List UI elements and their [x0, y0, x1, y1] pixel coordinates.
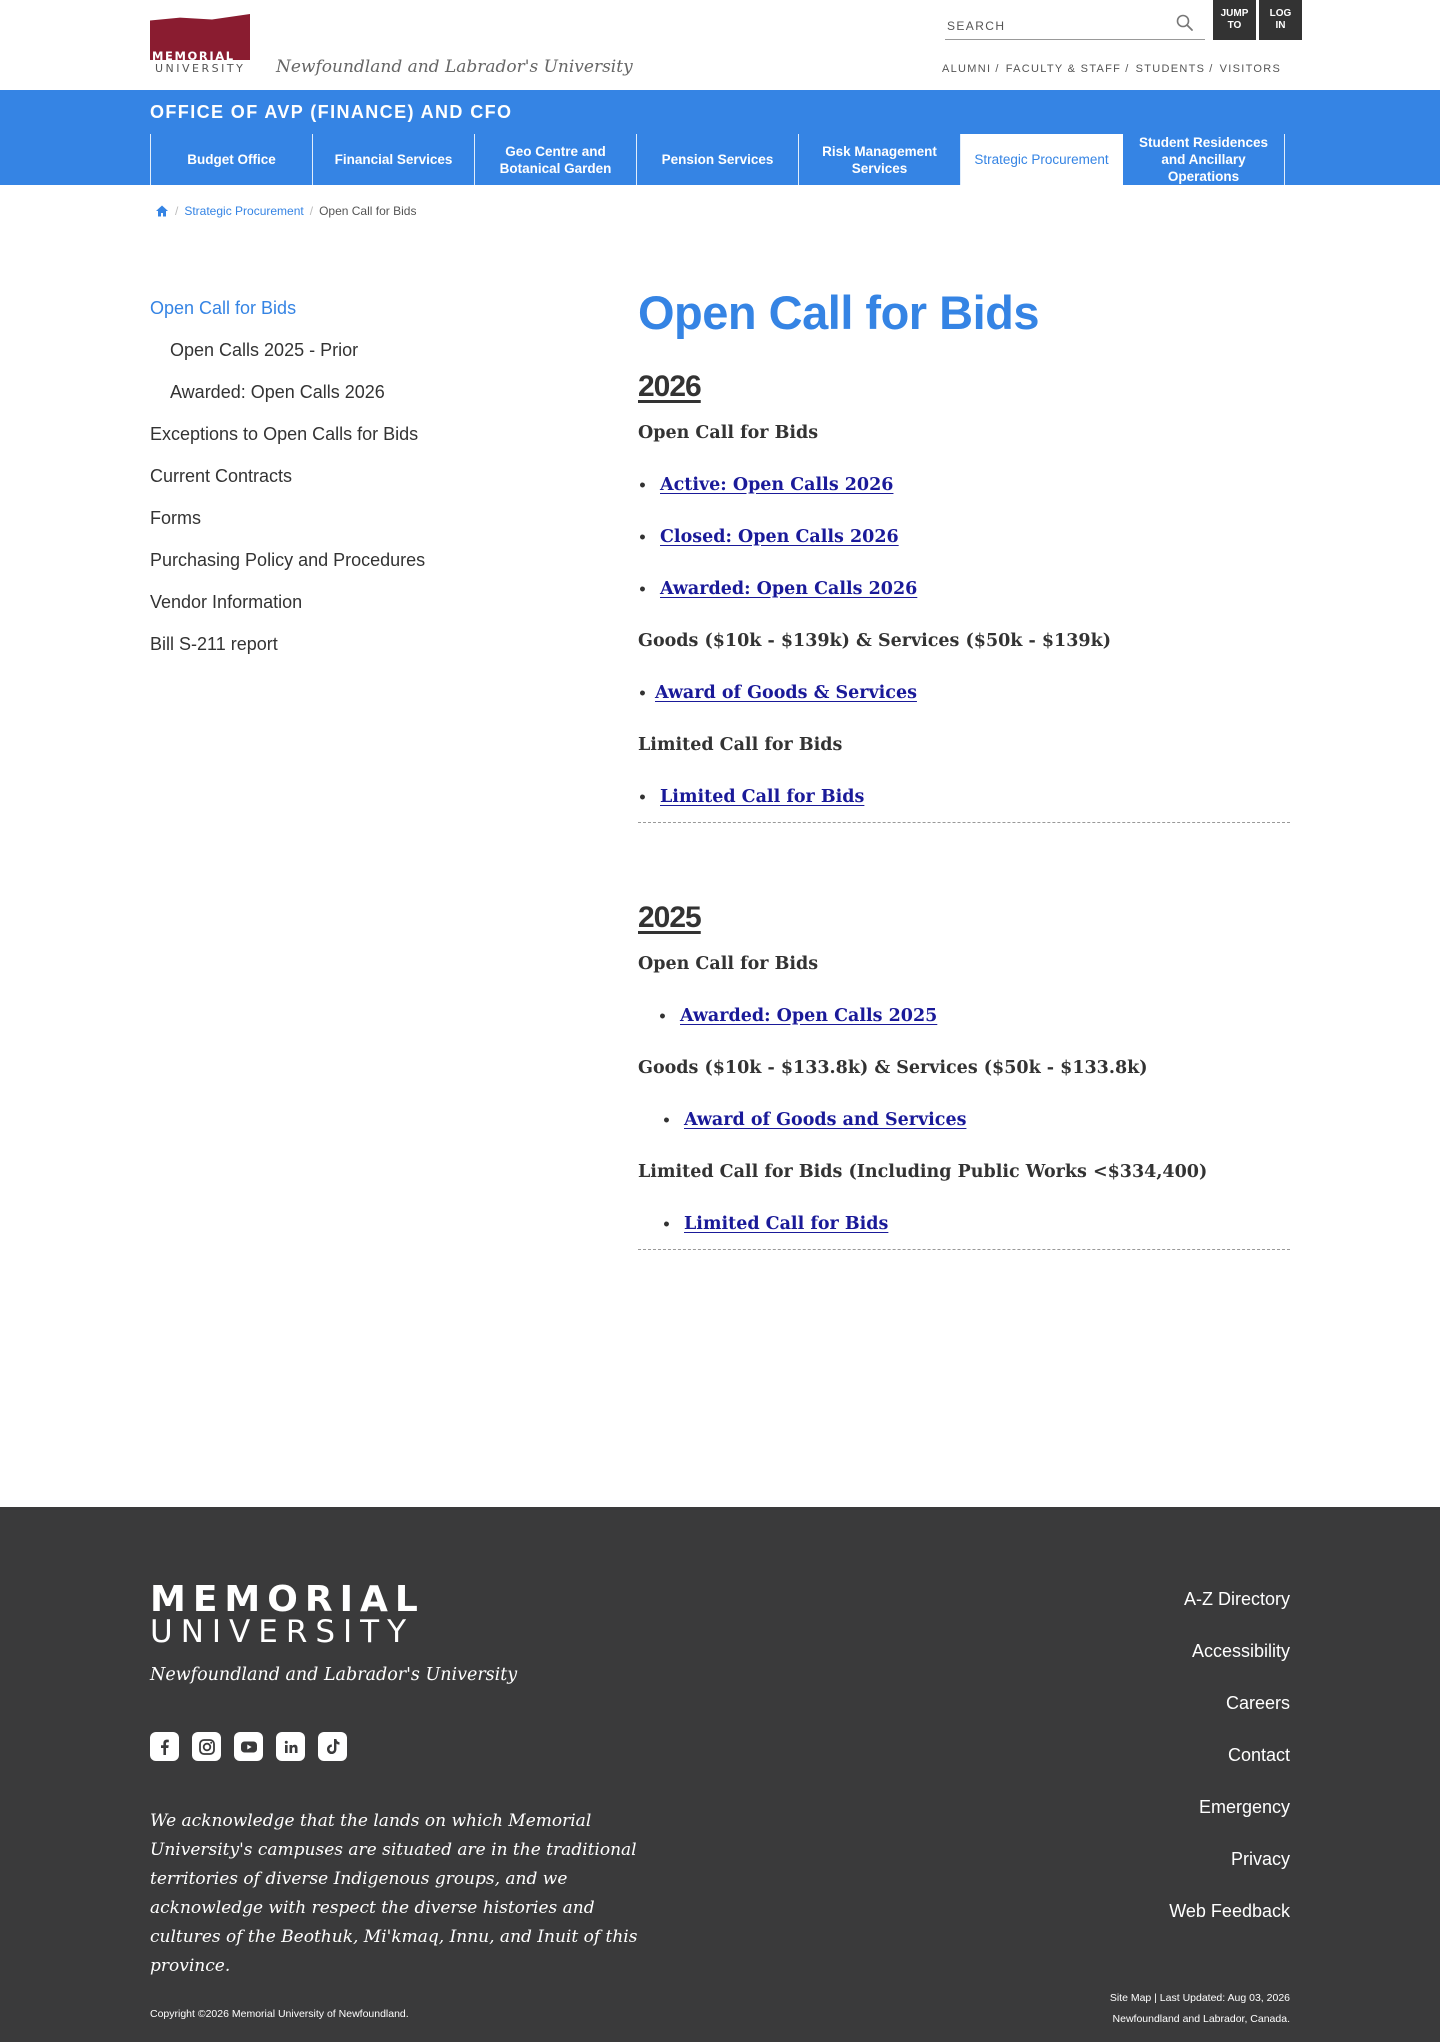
- logo-wordmark-top: MEMORIAL: [152, 49, 235, 63]
- section-spacer: [638, 823, 1290, 897]
- bullet: •: [662, 1113, 671, 1129]
- list-item: [638, 1105, 1290, 1157]
- sidebar-item-exceptions[interactable]: Exceptions to Open Calls for Bids: [150, 424, 419, 444]
- audience-nav: ALUMNI / FACULTY & STAFF / STUDENTS / VISITORS: [942, 63, 1282, 75]
- sidebar-item-current-contracts[interactable]: Current Contracts: [150, 466, 293, 486]
- social-links: [150, 1732, 347, 1761]
- nav-tab-geo-centre[interactable]: Geo Centre and Botanical Garden: [475, 134, 637, 185]
- search-box[interactable]: [945, 9, 1205, 40]
- bullet: •: [638, 530, 647, 546]
- sidebar-item-vendor-information[interactable]: Vendor Information: [150, 592, 303, 612]
- section-label-goods-services-2025: Goods ($10k - $133.8k) & Services ($50k - $133.8k): [638, 1058, 1148, 1078]
- link-award-goods-services-2025[interactable]: Award of Goods and Services: [684, 1110, 967, 1130]
- bullet: •: [662, 1217, 671, 1233]
- list-item: [638, 470, 1290, 522]
- instagram-icon[interactable]: [192, 1732, 221, 1761]
- section-label-limited-call-2025: Limited Call for Bids (Including Public Works <$334,400): [638, 1162, 1208, 1182]
- log-in-line2: IN: [1275, 20, 1286, 31]
- link-limited-call-2026[interactable]: Limited Call for Bids: [660, 787, 865, 807]
- main-content: [638, 282, 1290, 1250]
- footer-link-privacy[interactable]: Privacy: [1230, 1849, 1290, 1869]
- breadcrumb: [155, 204, 416, 218]
- nav-tab-strategic-procurement[interactable]: Strategic Procurement: [961, 134, 1123, 185]
- university-logo[interactable]: [150, 14, 251, 76]
- section-label-open-call: Open Call for Bids: [638, 423, 819, 443]
- section-label-goods-services: Goods ($10k - $139k) & Services ($50k - $139k): [638, 631, 1111, 651]
- copyright-text: Copyright ©2026 Memorial University of Newfoundland.: [150, 2008, 409, 2020]
- log-in-line1: LOG: [1269, 8, 1292, 19]
- bullet: •: [638, 686, 647, 702]
- jump-to-line2: TO: [1227, 20, 1242, 31]
- list-item: [638, 1209, 1290, 1261]
- sidebar-item-purchasing-policy[interactable]: Purchasing Policy and Procedures: [150, 550, 426, 570]
- office-title[interactable]: OFFICE OF AVP (FINANCE) AND CFO: [150, 102, 513, 122]
- footer-location: Newfoundland and Labrador, Canada.: [1112, 2013, 1290, 2025]
- land-acknowledgement: We acknowledge that the lands on which Memorial University's campuses are situated are in the traditional territories of diverse Indigenous groups, and we acknowledge with respect the diverse histories and cultures of the Beothuk, Mi'kmaq, Innu, and Inuit of this province.: [150, 1811, 638, 1976]
- link-closed-open-calls-2026[interactable]: Closed: Open Calls 2026: [660, 527, 899, 547]
- year-heading-2025: 2025: [638, 901, 701, 934]
- footer-links: [1169, 1587, 1290, 1951]
- link-limited-call-2025[interactable]: Limited Call for Bids: [684, 1214, 889, 1234]
- office-banner: [0, 90, 1440, 134]
- footer-link-contact[interactable]: Contact: [1227, 1745, 1290, 1765]
- youtube-icon[interactable]: [234, 1732, 263, 1761]
- list-item: [638, 574, 1290, 626]
- sidebar-item-bill-s211-report[interactable]: Bill S-211 report: [150, 634, 278, 654]
- section-label-open-call-2025: Open Call for Bids: [638, 954, 819, 974]
- link-award-goods-services-2026[interactable]: Award of Goods & Services: [655, 683, 917, 703]
- search-input[interactable]: SEARCH: [947, 19, 1006, 33]
- logo-wordmark-bottom: UNIVERSITY: [155, 62, 246, 75]
- list-item: [638, 1001, 1290, 1053]
- breadcrumb-separator: /: [309, 204, 314, 218]
- audience-link-alumni[interactable]: ALUMNI: [942, 63, 992, 75]
- sidebar-item-open-call-for-bids[interactable]: Open Call for Bids: [150, 298, 297, 318]
- footer-meta: [1110, 1988, 1290, 2030]
- nav-tab-student-residences[interactable]: Student Residences and Ancillary Operations: [1123, 134, 1285, 185]
- breadcrumb-separator: /: [175, 204, 179, 218]
- section-divider: [638, 1249, 1290, 1250]
- bullet: •: [658, 1009, 667, 1025]
- site-map-last-updated[interactable]: Site Map | Last Updated: Aug 03, 2026: [1109, 1992, 1290, 2004]
- linkedin-icon[interactable]: [276, 1732, 305, 1761]
- nav-tab-risk-management[interactable]: Risk Management Services: [799, 134, 961, 185]
- tiktok-icon[interactable]: [318, 1732, 347, 1761]
- sidebar-item-awarded-open-calls-2026[interactable]: Awarded: Open Calls 2026: [170, 382, 385, 402]
- list-item: [638, 678, 1290, 730]
- bullet: •: [638, 478, 647, 494]
- log-in-button[interactable]: [1259, 0, 1302, 40]
- audience-link-students[interactable]: STUDENTS: [1135, 63, 1206, 75]
- footer-link-az-directory[interactable]: A-Z Directory: [1183, 1589, 1290, 1609]
- nav-tab-budget-office[interactable]: Budget Office: [151, 134, 313, 185]
- footer-link-emergency[interactable]: Emergency: [1198, 1797, 1290, 1817]
- bullet: •: [638, 582, 647, 598]
- sidebar-nav: [150, 296, 470, 674]
- breadcrumb-current: Open Call for Bids: [319, 204, 417, 218]
- link-awarded-open-calls-2025[interactable]: Awarded: Open Calls 2025: [680, 1006, 938, 1026]
- footer-tagline: Newfoundland and Labrador's University: [150, 1665, 518, 1685]
- footer-link-web-feedback[interactable]: Web Feedback: [1169, 1901, 1290, 1921]
- audience-link-faculty-staff[interactable]: FACULTY & STAFF: [1005, 63, 1122, 75]
- nav-tab-pension-services[interactable]: Pension Services: [637, 134, 799, 185]
- facebook-icon[interactable]: [150, 1732, 179, 1761]
- jump-to-button[interactable]: [1213, 0, 1256, 40]
- header-tagline: Newfoundland and Labrador's University: [276, 57, 633, 77]
- footer-logo-bottom[interactable]: UNIVERSITY: [150, 1614, 415, 1650]
- bullet: •: [638, 790, 647, 806]
- sidebar-item-open-calls-2025-prior[interactable]: Open Calls 2025 - Prior: [170, 340, 359, 360]
- page-title: Open Call for Bids: [638, 286, 1039, 339]
- footer-logo-top[interactable]: MEMORIAL: [150, 1579, 425, 1620]
- jump-to-line1: JUMP: [1220, 8, 1249, 19]
- year-heading-2026: 2026: [638, 370, 701, 403]
- link-awarded-open-calls-2026[interactable]: Awarded: Open Calls 2026: [660, 579, 918, 599]
- home-icon[interactable]: [155, 204, 169, 218]
- section-nav: [0, 134, 1440, 185]
- footer-link-accessibility[interactable]: Accessibility: [1191, 1641, 1290, 1661]
- audience-link-visitors[interactable]: VISITORS: [1219, 63, 1282, 75]
- section-label-limited-call: Limited Call for Bids: [638, 735, 843, 755]
- search-icon[interactable]: [1175, 13, 1195, 33]
- link-active-open-calls-2026[interactable]: Active: Open Calls 2026: [660, 475, 894, 495]
- list-item: [638, 522, 1290, 574]
- breadcrumb-link-strategic-procurement[interactable]: Strategic Procurement: [184, 204, 304, 218]
- site-footer: [0, 1507, 1440, 2042]
- site-header: [0, 0, 1440, 90]
- footer-link-careers[interactable]: Careers: [1225, 1693, 1290, 1713]
- nav-tab-financial-services[interactable]: Financial Services: [313, 134, 475, 185]
- sidebar-item-forms[interactable]: Forms: [150, 508, 201, 528]
